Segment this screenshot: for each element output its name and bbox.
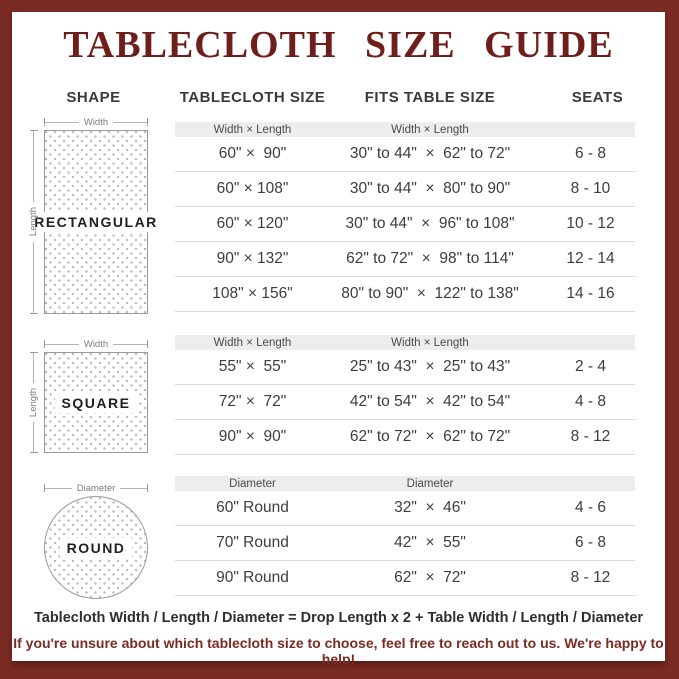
seats-cell: 6 - 8 [574, 534, 606, 551]
shape-label: SQUARE [55, 393, 138, 413]
table-row [175, 277, 635, 312]
size-subheader: Width × Length [213, 336, 292, 349]
bracket-tick [147, 484, 148, 492]
round-diagram [28, 482, 148, 599]
bracket-line [113, 344, 147, 345]
size-cell: 90" Round [216, 569, 289, 586]
bracket-line [120, 488, 147, 489]
size-cell: 60" × 90" [218, 145, 287, 162]
seats-cell: 4 - 8 [574, 393, 606, 410]
shape-label: RECTANGULAR [27, 212, 165, 232]
rectangle-shape [34, 130, 158, 314]
sizing-formula-text: Tablecloth Width / Length / Diameter = Drop Length x 2 + Table Width / Length / Diameter [33, 610, 644, 626]
size-subheader: Diameter [229, 477, 276, 490]
fits-cell: 30" to 44" × 80" to 90" [349, 180, 511, 197]
table-subheader [175, 122, 635, 137]
bracket-line [33, 353, 34, 383]
fits-subheader: Width × Length [391, 336, 469, 349]
length-dimension-bracket [28, 352, 44, 453]
seats-cell: 2 - 4 [574, 358, 606, 375]
fits-subheader: Width × Length [391, 123, 469, 136]
fits-cell: 30" to 44" × 96" to 108" [345, 215, 515, 232]
size-cell: 60" × 120" [216, 215, 289, 232]
column-header-seats: SEATS [571, 89, 624, 106]
size-guide-panel [12, 12, 665, 667]
size-subheader: Width × Length [213, 123, 292, 136]
table-row [175, 491, 635, 526]
bracket-line [45, 488, 72, 489]
width-dimension-bracket [44, 116, 148, 128]
seats-cell: 10 - 12 [566, 215, 615, 232]
fits-cell: 62" to 72" × 98" to 114" [346, 250, 514, 267]
column-header-fits-table-size: FITS TABLE SIZE [364, 89, 496, 106]
length-dimension-label: Length [28, 387, 39, 418]
fits-cell: 32" × 46" [394, 499, 466, 516]
bracket-line [45, 122, 79, 123]
round-size-table [175, 476, 635, 596]
diameter-dimension-bracket [44, 482, 148, 494]
fits-cell: 80" to 90" × 122" to 138" [341, 285, 519, 302]
fits-cell: 62" to 72" × 62" to 72" [349, 428, 511, 445]
diameter-dimension-label: Diameter [76, 482, 116, 494]
bracket-tick [147, 340, 148, 348]
bracket-tick [30, 452, 38, 453]
column-header-row [12, 89, 665, 106]
seats-cell: 14 - 16 [566, 285, 615, 302]
column-header-tablecloth-size: TABLECLOTH SIZE [179, 89, 326, 106]
bracket-tick [147, 118, 148, 126]
seats-cell: 12 - 14 [566, 250, 615, 267]
table-row [175, 420, 635, 455]
square-size-table [175, 335, 635, 455]
bracket-line [33, 242, 34, 313]
size-cell: 60" Round [216, 499, 289, 516]
size-cell: 108" × 156" [212, 285, 293, 302]
table-row [175, 350, 635, 385]
table-subheader [175, 335, 635, 350]
table-row [175, 526, 635, 561]
width-dimension-label: Width [83, 338, 109, 350]
size-cell: 55" × 55" [218, 358, 287, 375]
table-row [175, 172, 635, 207]
seats-cell: 8 - 12 [570, 428, 611, 445]
help-note-text: If you're unsure about which tablecloth size to choose, feel free to reach out to us. We're happy to help! [13, 635, 664, 667]
table-row [175, 385, 635, 420]
table-row [175, 207, 635, 242]
size-cell: 70" Round [216, 534, 289, 551]
seats-cell: 8 - 10 [570, 180, 611, 197]
footer [12, 610, 665, 667]
fits-cell: 30" to 44" × 62" to 72" [349, 145, 511, 162]
table-row [175, 242, 635, 277]
width-dimension-bracket [44, 338, 148, 350]
table-subheader [175, 476, 635, 491]
shape-label: ROUND [60, 538, 133, 558]
fits-cell: 62" × 72" [394, 569, 466, 586]
size-cell: 60" × 108" [216, 180, 289, 197]
fits-cell: 42" × 55" [394, 534, 466, 551]
seats-cell: 6 - 8 [574, 145, 606, 162]
rectangular-size-table [175, 122, 635, 312]
table-row [175, 561, 635, 596]
table-row [175, 137, 635, 172]
bracket-line [113, 122, 147, 123]
size-cell: 72" × 72" [218, 393, 287, 410]
square-diagram [28, 338, 148, 453]
size-cell: 90" × 132" [216, 250, 289, 267]
circle-shape [44, 496, 148, 599]
fits-subheader: Diameter [406, 477, 454, 490]
seats-cell: 4 - 6 [574, 499, 606, 516]
bracket-line [33, 422, 34, 452]
size-cell: 90" × 90" [218, 428, 287, 445]
fits-cell: 25" to 43" × 25" to 43" [349, 358, 511, 375]
bracket-line [45, 344, 79, 345]
column-header-shape: SHAPE [66, 89, 121, 106]
square-shape [44, 352, 148, 453]
bracket-line [33, 131, 34, 202]
page-title: TABLECLOTH SIZE GUIDE [63, 24, 614, 66]
width-dimension-label: Width [83, 116, 109, 128]
rectangular-diagram [28, 116, 158, 314]
seats-cell: 8 - 12 [570, 569, 611, 586]
fits-cell: 42" to 54" × 42" to 54" [349, 393, 511, 410]
length-dimension-label: Length [28, 207, 39, 237]
bracket-tick [30, 313, 38, 314]
